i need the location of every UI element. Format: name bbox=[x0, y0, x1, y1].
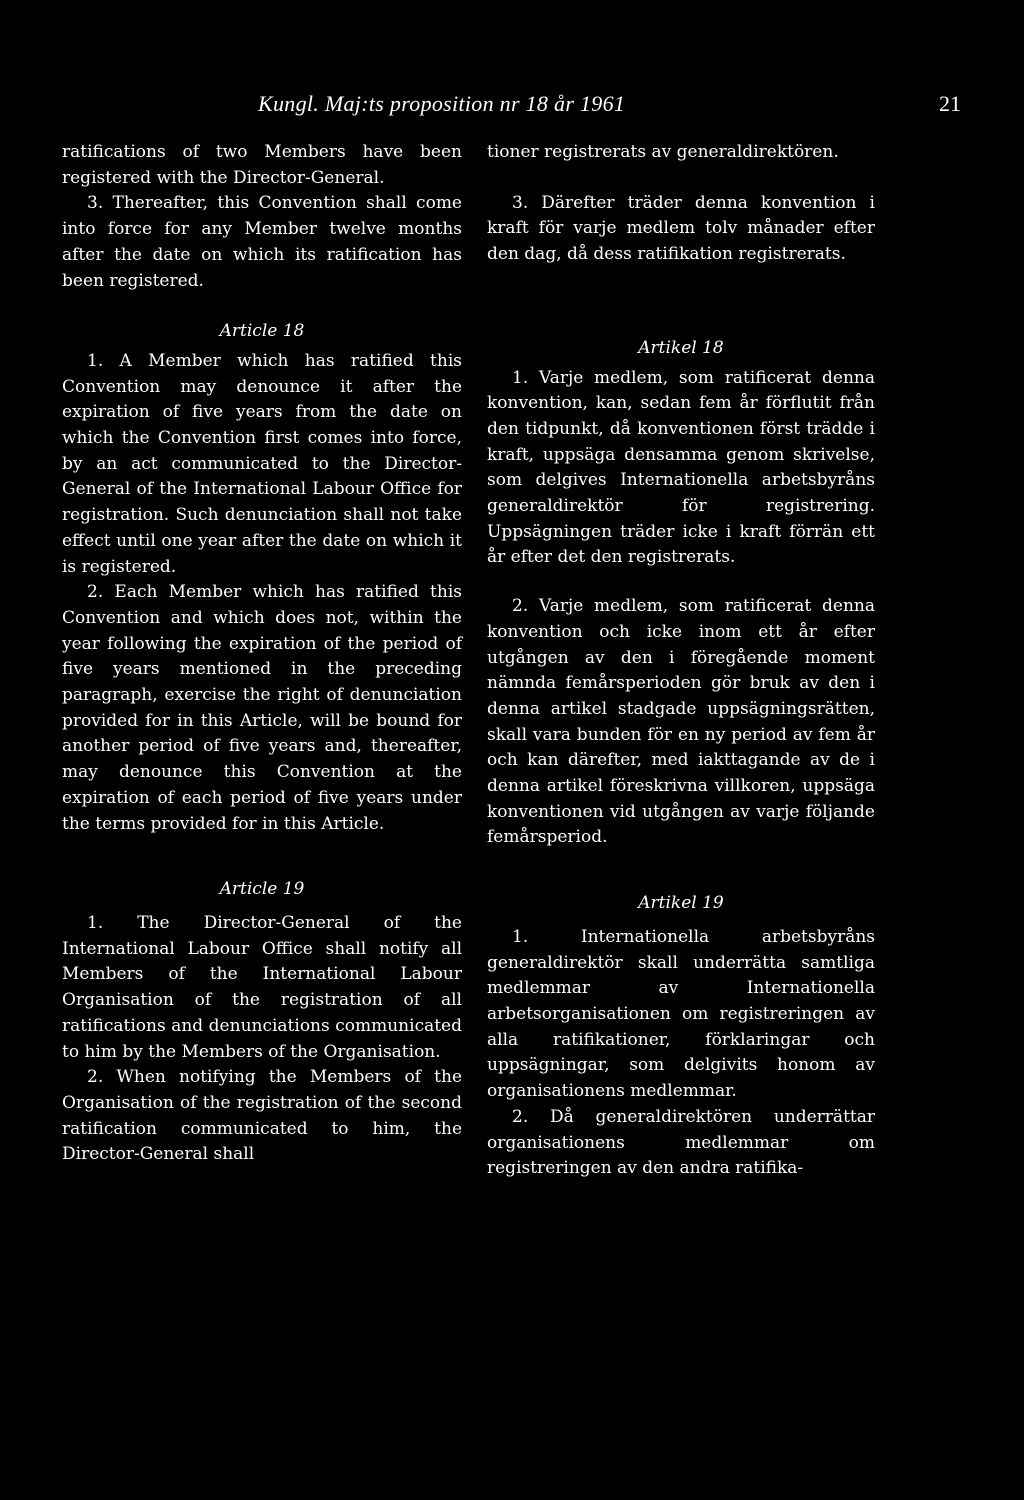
swedish-column bbox=[487, 140, 875, 1182]
english-article-18-paragraph-2: 2. Each Member which has ratified this Convention and which does not, within the year following the expiration of the period of five years mentioned in the preceding paragraph, exercise the right of denunciation provided for in this Article, will be bound for another period of five years and, thereafter, may denounce this Convention at the expiration of each period of five years under the terms provided for in this Article. bbox=[62, 582, 462, 834]
page-number: 21 bbox=[939, 91, 961, 116]
english-article-19-paragraph-1: 1. The Director-General of the International Labour Office shall notify all Members of the International Labour Organisation of the registration of all ratifications and denunciations communicated to him by the Members of the Organisation. bbox=[62, 912, 462, 1062]
english-column bbox=[62, 140, 462, 1168]
english-article-18-heading: Article 18 bbox=[219, 321, 305, 342]
running-header-title: Kungl. Maj:ts proposition nr 18 år 1961 bbox=[258, 91, 626, 116]
swedish-article-19-paragraph-1: 1. Internationella arbetsbyråns generaldirektör skall underrätta samtliga medlemmar av Internationella arbetsorganisationen om registreringen av alla ratifikationer, förklaringar och uppsägningar, som delgivits honom av organisationens medlemmar. bbox=[487, 926, 875, 1102]
swedish-article-18-paragraph-1: 1. Varje medlem, som ratificerat denna konvention, kan, sedan fem år förflutit från den tidpunkt, då konventionen först trädde i kraft, uppsäga densamma genom skrivelse, som delgives Internationella arbetsbyråns generaldirektör för registrering. Uppsägningen träder icke i kraft förrän ett år efter det den registrerats. bbox=[487, 367, 875, 568]
swedish-article-18-paragraph-2: 2. Varje medlem, som ratificerat denna konvention och icke inom ett år efter utgången av den i föregående moment nämnda femårsperioden gör bruk av den i denna artikel stadgade uppsägningsrätten, skall vara bunden för en ny period av fem år och kan därefter, med iakttagande av de i denna artikel föreskrivna villkoren, uppsäga konventionen vid utgången av varje följande femårsperiod. bbox=[487, 596, 875, 848]
english-article-19-heading: Article 19 bbox=[219, 879, 305, 900]
swedish-article-19-paragraph-2: 2. Då generaldirektören underrättar organisationens medlemmar om registreringen av den andra ratifika- bbox=[487, 1106, 875, 1179]
english-article-19-paragraph-2: 2. When notifying the Members of the Organisation of the registration of the second ratification communicated to him, the Director-General shall bbox=[62, 1067, 462, 1165]
swedish-paragraph-3: 3. Därefter träder denna konvention i kraft för varje medlem tolv månader efter den dag, då dess ratifikation registrerats. bbox=[487, 192, 875, 265]
swedish-paragraph-continued: tioner registrerats av generaldirektören. bbox=[487, 142, 839, 162]
swedish-article-18-heading: Artikel 18 bbox=[638, 337, 724, 358]
english-article-18-paragraph-1: 1. A Member which has ratified this Convention may denounce it after the expiration of five years from the date on which the Convention first comes into force, by an act communicated to the Director-General of the International Labour Office for registration. Such denunciation shall not take effect until one year after the date on which it is registered. bbox=[62, 350, 462, 577]
english-paragraph-3: 3. Thereafter, this Convention shall come into force for any Member twelve months after the date on which its ratification has been registered. bbox=[62, 193, 462, 291]
swedish-article-19-heading: Artikel 19 bbox=[638, 893, 724, 914]
english-paragraph-continued: ratifications of two Members have been registered with the Director-General. bbox=[62, 142, 462, 188]
